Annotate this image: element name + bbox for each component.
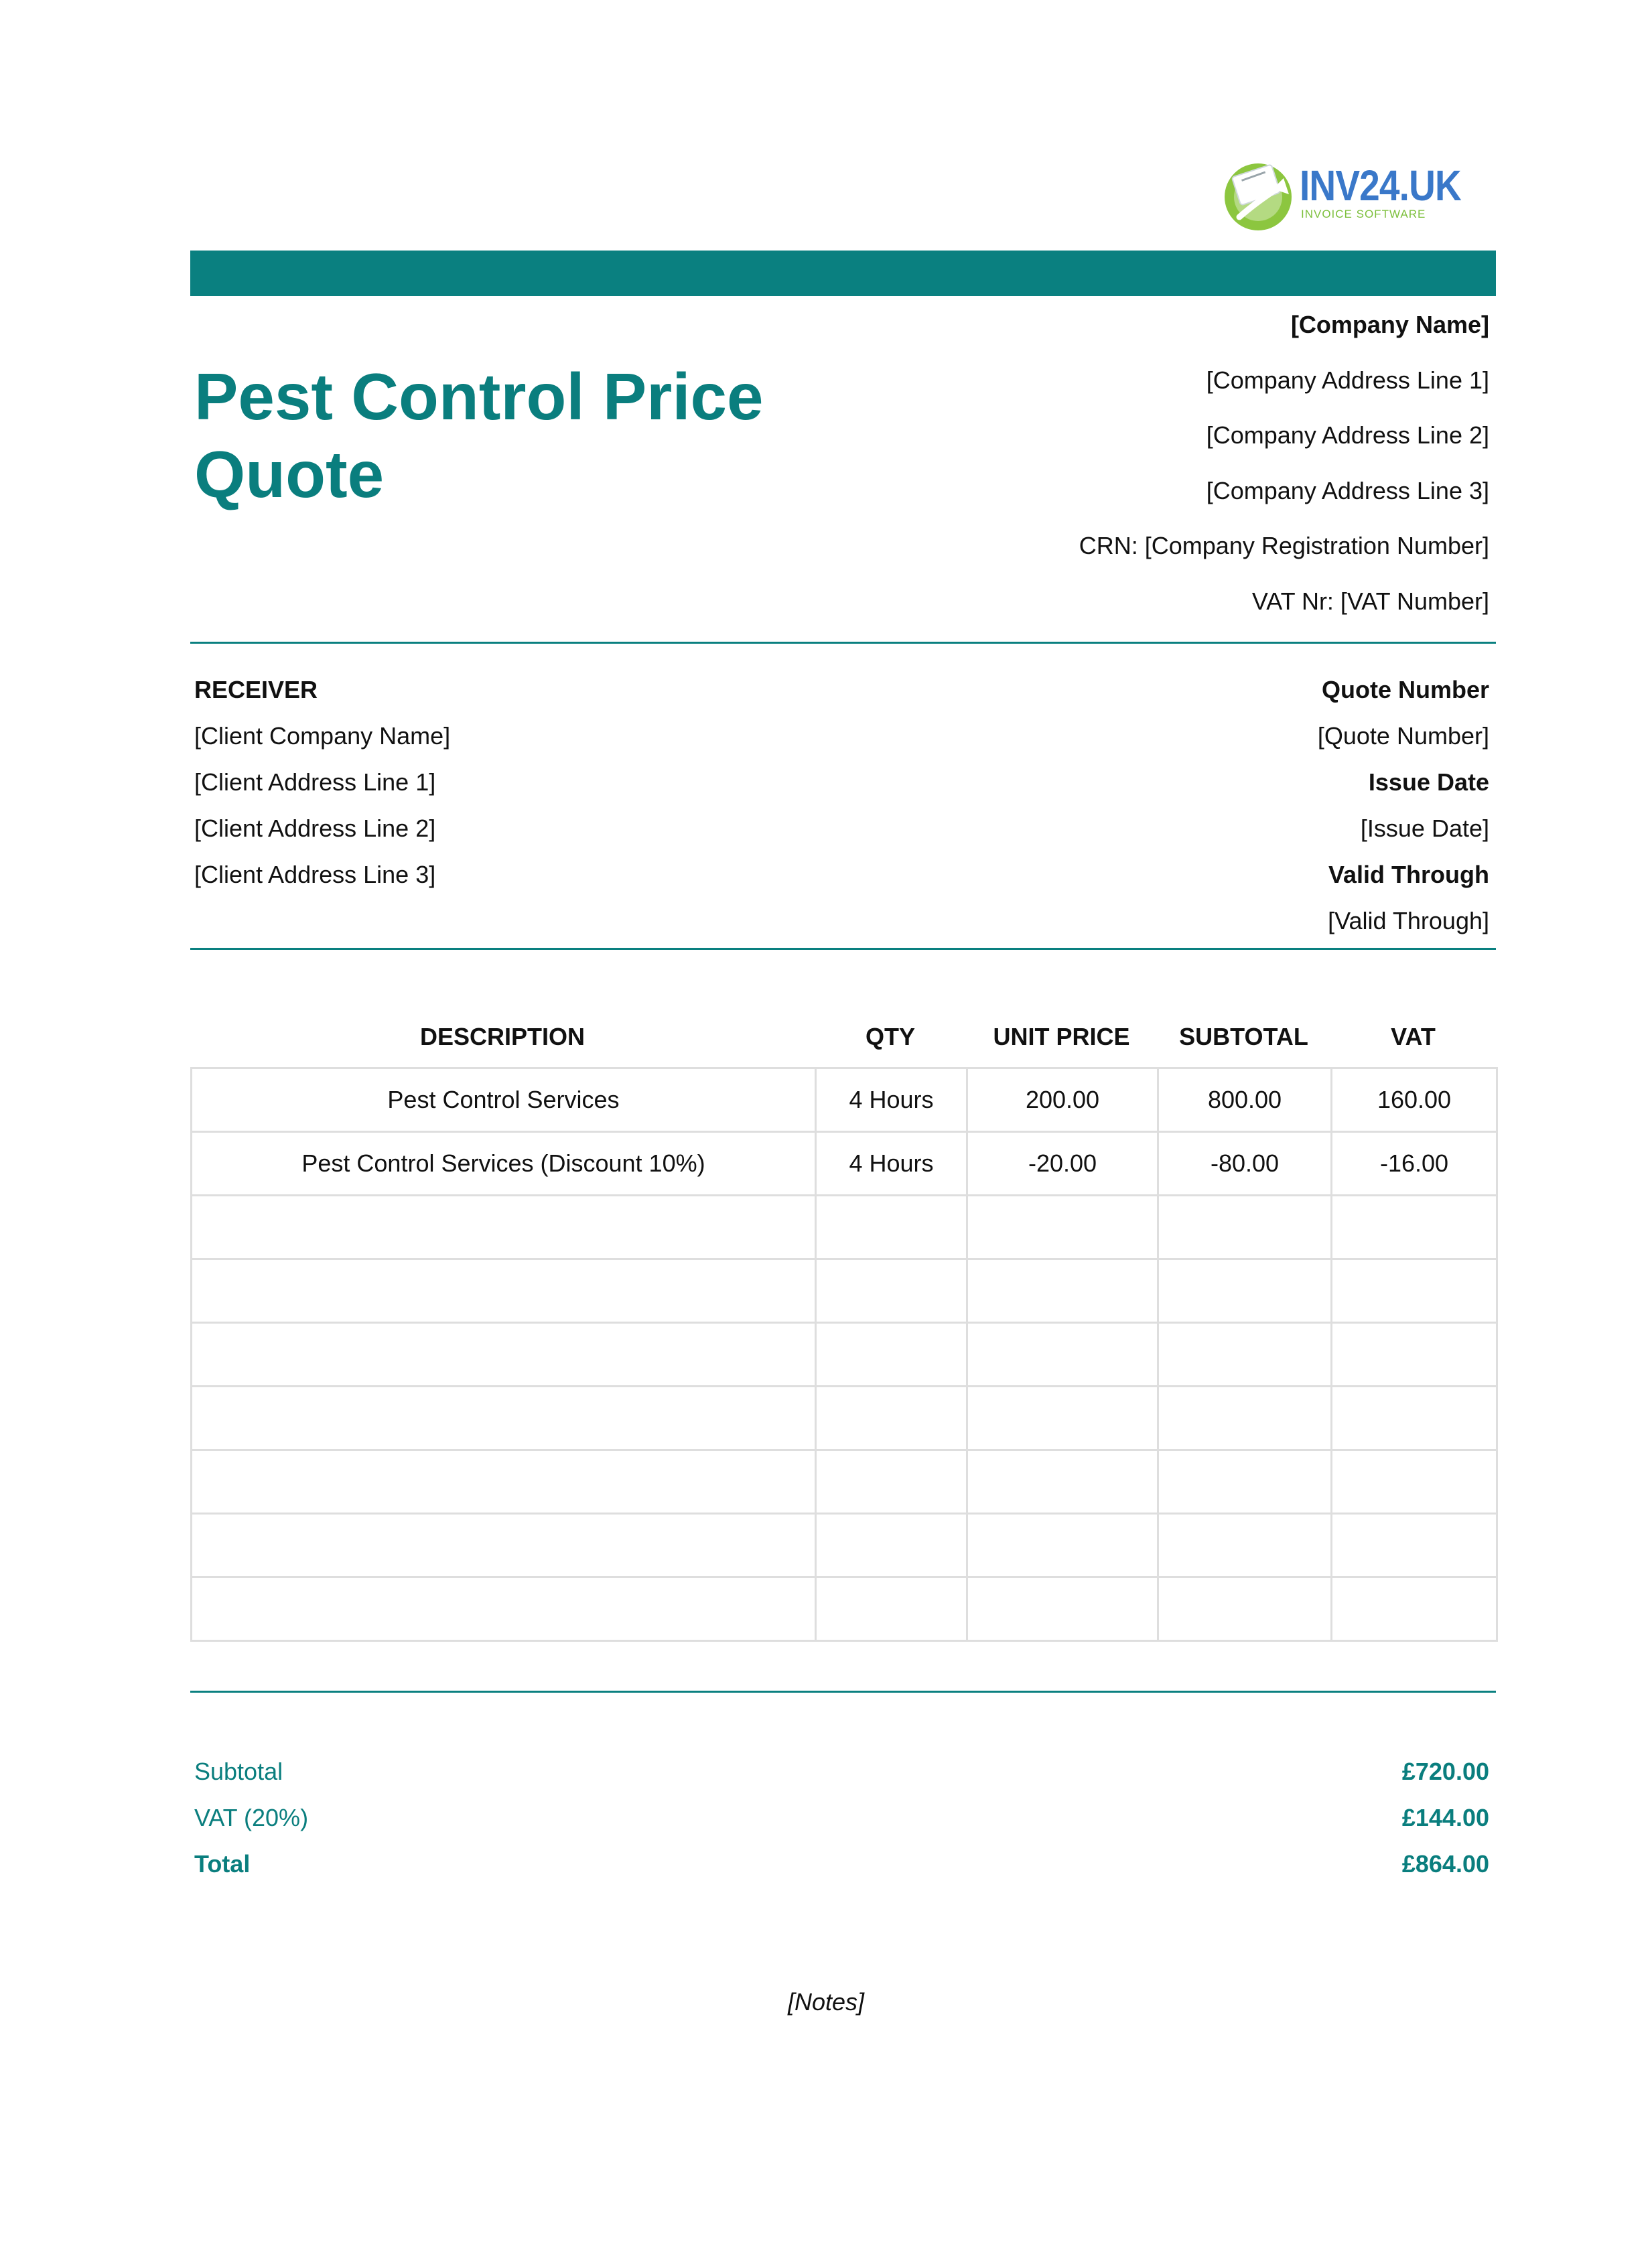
total-value: £864.00 [1401, 1850, 1489, 1878]
row-subtotal: -80.00 [1158, 1132, 1332, 1196]
divider-bottom [190, 1691, 1496, 1693]
totals-labels [194, 1756, 730, 1895]
table-row-empty [192, 1196, 1497, 1259]
total-label: Total [194, 1850, 251, 1878]
client-address-2: [Client Address Line 2] [194, 815, 436, 842]
header-subtotal: SUBTOTAL [1179, 1023, 1308, 1050]
header-qty: QTY [865, 1023, 915, 1050]
logo-title: INV24.UK [1300, 161, 1461, 210]
receiver-label: RECEIVER [194, 676, 318, 703]
header-vat: VAT [1391, 1023, 1436, 1050]
receiver-details [194, 675, 797, 906]
company-name: [Company Name] [1290, 311, 1489, 338]
row-qty: 4 Hours [816, 1068, 967, 1132]
subtotal-value: £720.00 [1401, 1758, 1489, 1785]
notes: [Notes] [787, 1988, 865, 2016]
items-table-header [190, 1017, 1496, 1057]
row-unit-price: -20.00 [967, 1132, 1158, 1196]
quote-details [886, 675, 1489, 952]
company-details [819, 309, 1489, 641]
header-unit-price: UNIT PRICE [993, 1023, 1130, 1050]
valid-through: [Valid Through] [1328, 907, 1489, 934]
table-row-empty [192, 1259, 1497, 1323]
row-qty: 4 Hours [816, 1132, 967, 1196]
table-row [192, 1068, 1497, 1132]
header-description: DESCRIPTION [419, 1023, 586, 1050]
logo-mark-icon [1219, 155, 1298, 234]
items-table [190, 1067, 1498, 1642]
document-title [194, 358, 864, 513]
header-accent-bar [190, 251, 1496, 296]
company-vat: VAT Nr: [VAT Number] [1251, 587, 1489, 615]
issue-date: [Issue Date] [1360, 815, 1489, 842]
company-crn: CRN: [Company Registration Number] [1079, 532, 1489, 559]
quote-number-label: Quote Number [1321, 676, 1489, 703]
table-row-empty [192, 1323, 1497, 1387]
quote-number: [Quote Number] [1317, 722, 1489, 750]
title-line-2: Quote [194, 437, 385, 511]
subtotal-label: Subtotal [194, 1758, 283, 1785]
row-subtotal: 800.00 [1158, 1068, 1332, 1132]
row-vat: -16.00 [1332, 1132, 1497, 1196]
valid-through-label: Valid Through [1328, 861, 1489, 888]
client-address-1: [Client Address Line 1] [194, 768, 436, 796]
company-address-3: [Company Address Line 3] [1206, 476, 1489, 504]
vat-label: VAT (20%) [194, 1804, 309, 1831]
client-address-3: [Client Address Line 3] [194, 861, 436, 888]
table-row-empty [192, 1450, 1497, 1514]
table-row-empty [192, 1514, 1497, 1577]
divider-top [190, 642, 1496, 644]
row-description: Pest Control Services (Discount 10%) [192, 1132, 816, 1196]
title-line-1: Pest Control Price [194, 360, 764, 433]
divider-middle [190, 948, 1496, 950]
table-row-empty [192, 1387, 1497, 1450]
company-address-2: [Company Address Line 2] [1206, 421, 1489, 449]
vat-value: £144.00 [1401, 1804, 1489, 1831]
company-address-1: [Company Address Line 1] [1206, 366, 1489, 394]
table-row [192, 1132, 1497, 1196]
client-company-name: [Client Company Name] [194, 722, 451, 750]
row-description: Pest Control Services [192, 1068, 816, 1132]
table-row-empty [192, 1577, 1497, 1641]
totals-values [953, 1756, 1489, 1895]
company-logo [1219, 155, 1461, 236]
row-unit-price: 200.00 [967, 1068, 1158, 1132]
row-vat: 160.00 [1332, 1068, 1497, 1132]
issue-date-label: Issue Date [1368, 768, 1489, 796]
logo-subtitle: INVOICE SOFTWARE [1301, 208, 1426, 220]
